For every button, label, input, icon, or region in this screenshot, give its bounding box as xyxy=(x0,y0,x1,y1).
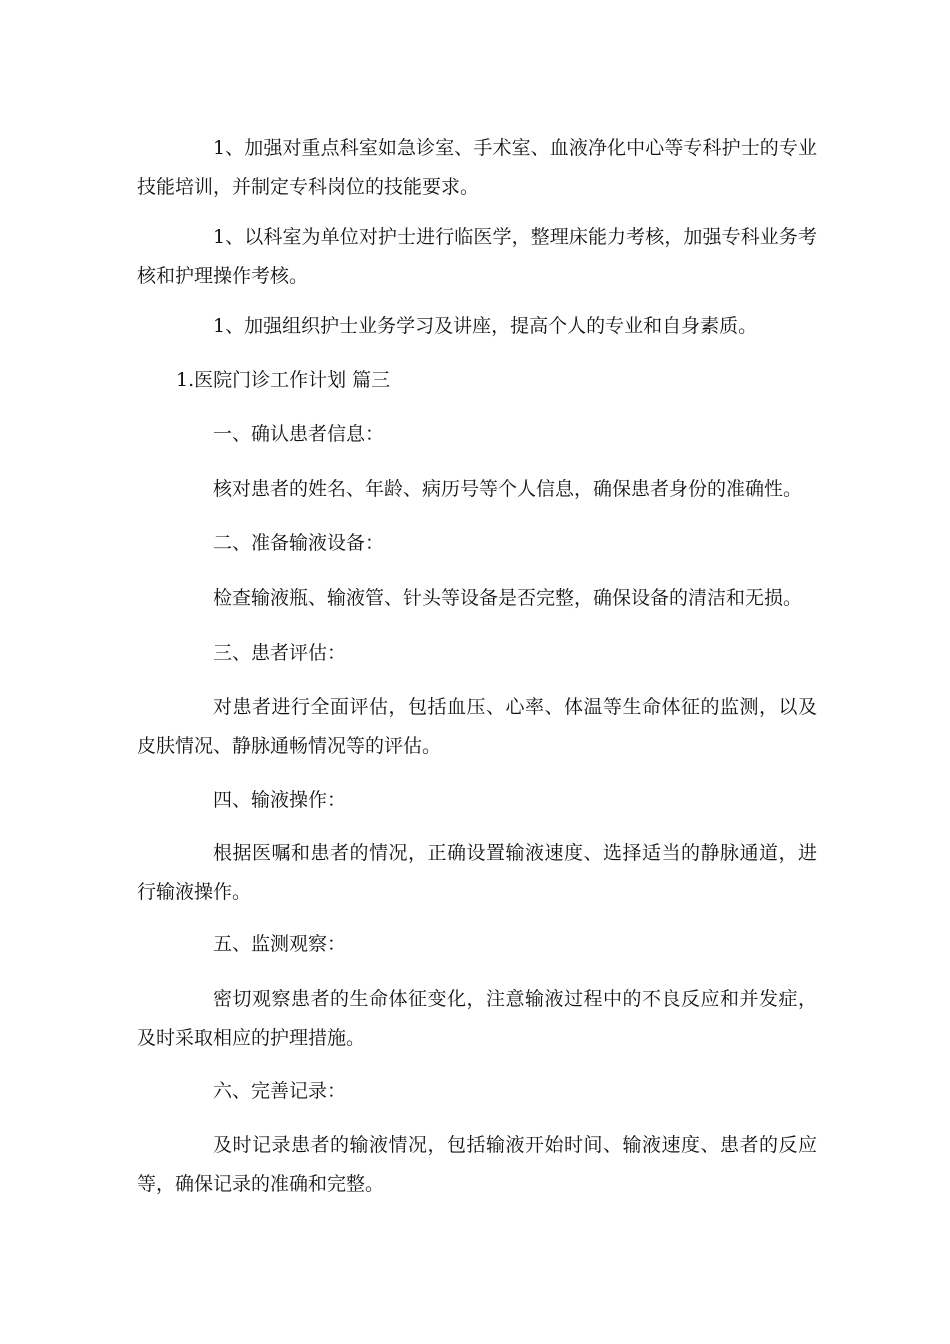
item-heading-6: 六、完善记录： xyxy=(213,1080,347,1102)
item-heading-3: 三、患者评估： xyxy=(213,642,347,664)
section-title: 1.医院门诊工作计划 篇三 xyxy=(176,369,391,391)
item-body-6: 及时记录患者的输液情况，包括输液开始时间、输液速度、患者的反应等，确保记录的准确和完整。 xyxy=(137,1134,817,1195)
item-heading-5: 五、监测观察： xyxy=(213,933,347,955)
item-body-3: 对患者进行全面评估，包括血压、心率、体温等生命体征的监测，以及皮肤情况、静脉通畅情况等的评估。 xyxy=(137,696,817,757)
item-body-5: 密切观察患者的生命体征变化，注意输液过程中的不良反应和并发症，及时采取相应的护理措施。 xyxy=(137,988,817,1049)
paragraph-study-lectures: 1、加强组织护士业务学习及讲座，提高个人的专业和自身素质。 xyxy=(213,315,758,337)
item-heading-1: 一、确认患者信息： xyxy=(213,423,385,445)
item-body-2: 检查输液瓶、输液管、针头等设备是否完整，确保设备的清洁和无损。 xyxy=(213,587,803,609)
item-heading-2: 二、准备输液设备： xyxy=(213,532,385,554)
item-heading-4: 四、输液操作： xyxy=(213,789,347,811)
paragraph-department-assessment: 1、以科室为单位对护士进行临医学，整理床能力考核，加强专科业务考核和护理操作考核。 xyxy=(137,226,817,287)
item-body-1: 核对患者的姓名、年龄、病历号等个人信息，确保患者身份的准确性。 xyxy=(213,478,803,500)
paragraph-specialist-training: 1、加强对重点科室如急诊室、手术室、血液净化中心等专科护士的专业技能培训，并制定专科岗位的技能要求。 xyxy=(137,137,817,198)
item-body-4: 根据医嘱和患者的情况，正确设置输液速度、选择适当的静脉通道，进行输液操作。 xyxy=(137,842,817,903)
